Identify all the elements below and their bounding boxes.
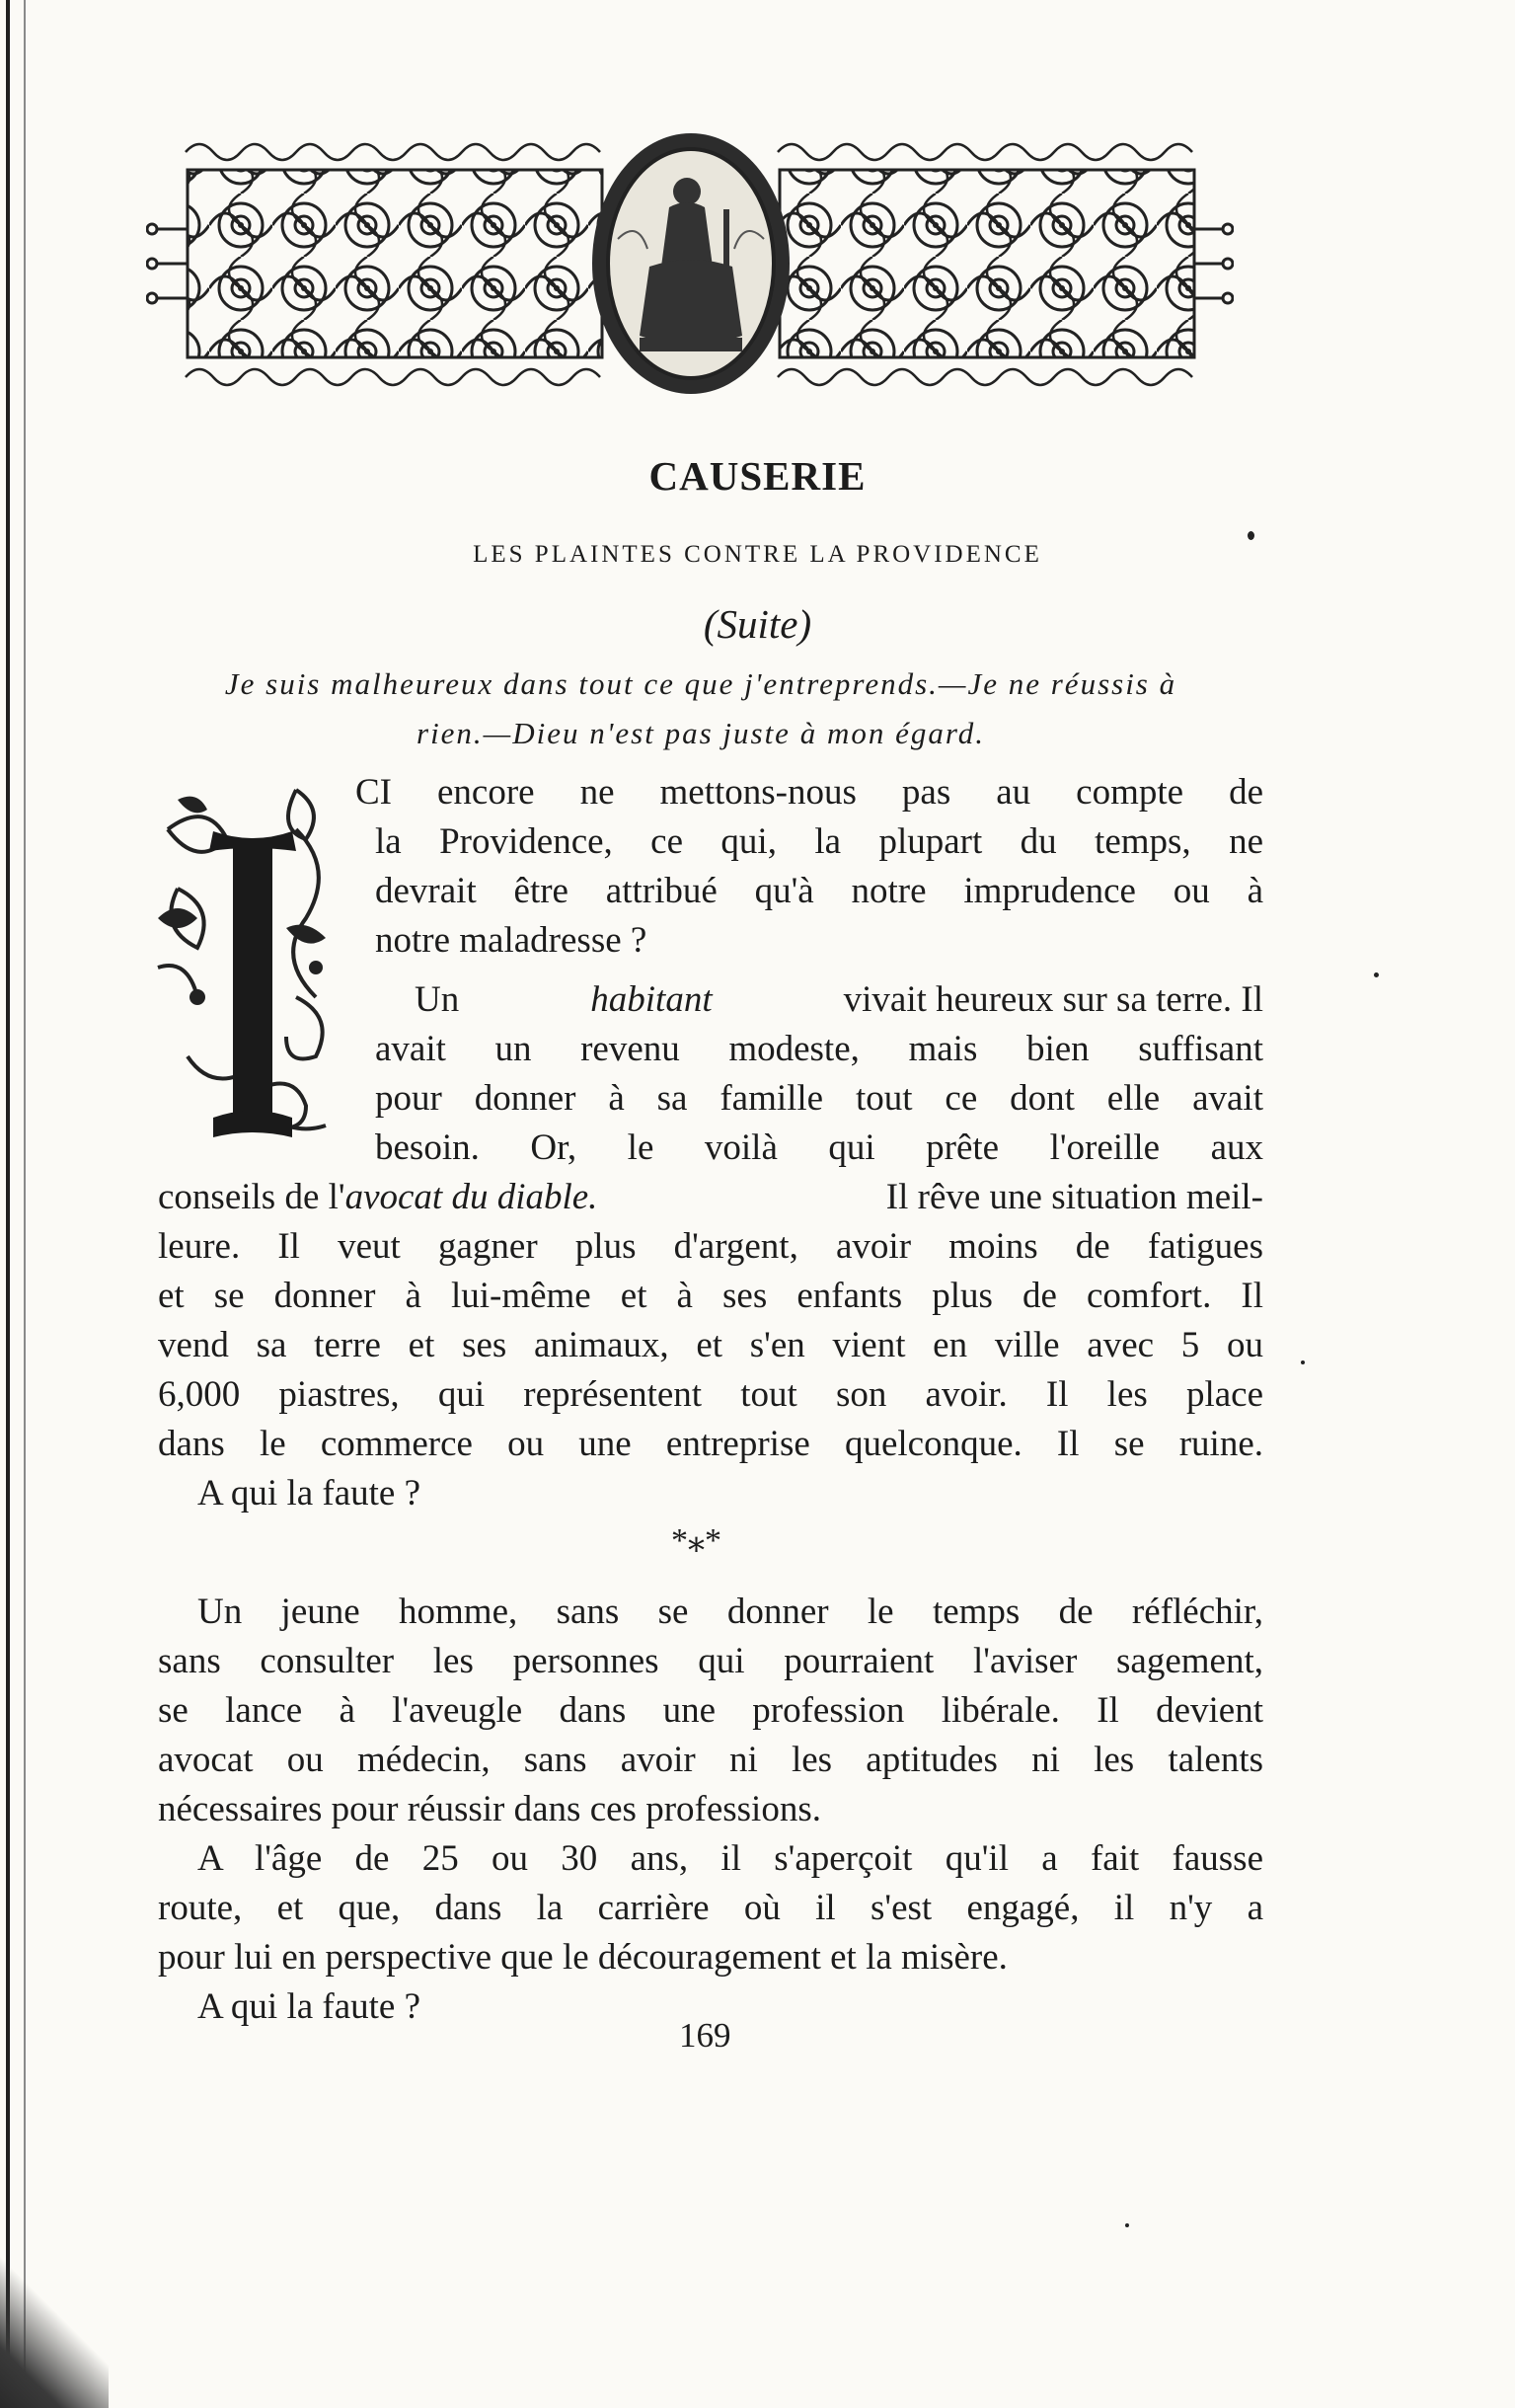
epigraph (138, 660, 1263, 758)
scan-shadow (0, 2240, 109, 2408)
text-line: devrait être attribué qu'à notre imprudence ou à (375, 871, 1263, 911)
emphasis-text: avocat du diable. (344, 1177, 598, 1217)
text-line: pour lui en perspective que le découragement et la misère. (158, 1937, 1008, 1978)
text-span: vivait heureux sur sa terre. Il (843, 979, 1263, 1020)
scan-speck (1125, 2223, 1129, 2227)
text-line: sans consulter les personnes qui pourraient l'aviser sagement, (158, 1641, 1263, 1681)
text-line (415, 975, 1263, 1025)
text-span: Il rêve une situation meil- (885, 1177, 1263, 1217)
text-line: besoin. Or, le voilà qui prête l'oreille aux (375, 1127, 1263, 1168)
ornamental-headpiece (146, 130, 1234, 395)
text-line: 6,000 piastres, qui représentent tout son avoir. Il les place (158, 1374, 1263, 1415)
section-subtitle: LES PLAINTES CONTRE LA PROVIDENCE (473, 541, 1042, 568)
text-line: dans le commerce ou une entreprise quelconque. Il se ruine. (158, 1424, 1263, 1464)
text-line: pour donner à sa famille tout ce dont elle avait (375, 1078, 1263, 1119)
text-span: conseils de l' (158, 1177, 345, 1217)
text-line: la Providence, ce qui, la plupart du temps, ne (375, 821, 1263, 862)
text-line: A qui la faute ? (197, 1473, 421, 1514)
continuation-label: (Suite) (703, 601, 812, 647)
text-line: route, et que, dans la carrière où il s'est engagé, il n'y a (158, 1888, 1263, 1928)
floral-initial-icon (148, 770, 345, 1165)
text-line: A qui la faute ? (197, 1986, 421, 2027)
text-line: CI encore ne mettons-nous pas au compte de (355, 772, 1263, 813)
text-line: se lance à l'aveugle dans une profession libérale. Il devient (158, 1690, 1263, 1731)
text-line: nécessaires pour réussir dans ces professions. (158, 1789, 821, 1829)
scan-speck (1301, 1360, 1305, 1364)
scan-speck (1248, 531, 1254, 540)
emphasis-text: habitant (590, 979, 713, 1020)
text-line: Un jeune homme, sans se donner le temps de réfléchir, (197, 1592, 1263, 1632)
page-title: CAUSERIE (648, 453, 867, 499)
text-line: avait un revenu modeste, mais bien suffisant (375, 1029, 1263, 1069)
text-line: vend sa terre et ses animaux, et s'en vient en ville avec 5 ou (158, 1325, 1263, 1365)
page-binding-edge (6, 0, 10, 2408)
epigraph-line-2: rien.—Dieu n'est pas juste à mon égard. (417, 716, 985, 750)
text-span (158, 1173, 597, 1222)
scan-speck (1374, 972, 1379, 977)
page-number: 169 (679, 2016, 731, 2055)
section-separator: *⁎* (671, 1522, 721, 1559)
text-line: avocat ou médecin, sans avoir ni les aptitudes ni les talents (158, 1740, 1263, 1780)
text-line: leure. Il veut gagner plus d'argent, avoir moins de fatigues (158, 1226, 1263, 1267)
epigraph-line-1: Je suis malheureux dans tout ce que j'entreprends.—Je ne réussis à (224, 666, 1177, 701)
text-line: A l'âge de 25 ou 30 ans, il s'aperçoit qu'il a fait fausse (197, 1838, 1263, 1879)
text-line (158, 1173, 1263, 1222)
text-line: et se donner à lui-même et à ses enfants plus de comfort. Il (158, 1276, 1263, 1316)
page-binding-line (24, 0, 26, 2408)
text-line: notre maladresse ? (375, 920, 647, 961)
text-span: Un (415, 979, 460, 1020)
